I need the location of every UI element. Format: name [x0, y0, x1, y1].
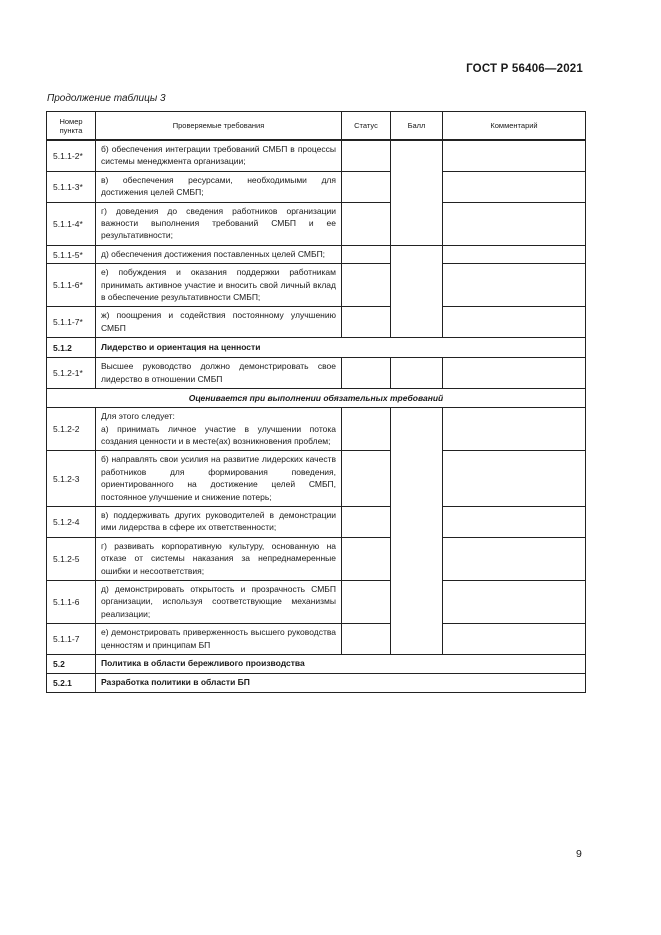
- comment-cell[interactable]: [443, 307, 586, 338]
- status-cell[interactable]: [342, 580, 391, 623]
- row-number: 5.1.1-7: [47, 624, 96, 655]
- row-requirement: [96, 408, 342, 451]
- table-row: [47, 408, 586, 451]
- row-number: 5.1.2-4: [47, 506, 96, 537]
- status-cell[interactable]: [342, 202, 391, 245]
- row-number: 5.1.2-2: [47, 408, 96, 451]
- row-number: 5.1.1-6: [47, 580, 96, 623]
- page-number: 9: [576, 848, 582, 860]
- header-number: Номер пункта: [47, 112, 96, 141]
- section-row: [47, 655, 586, 674]
- table-row: [47, 202, 586, 245]
- table-row: [47, 506, 586, 537]
- row-requirement: е) демонстрировать приверженность высшего руководства ценностям и принципам БП: [96, 624, 342, 655]
- status-cell[interactable]: [342, 358, 391, 389]
- status-cell[interactable]: [342, 451, 391, 507]
- row-requirement: б) обеспечения интеграции требований СМБП в процессы системы менеджмента организации;: [96, 140, 342, 171]
- comment-cell[interactable]: [443, 537, 586, 580]
- row-requirement: в) поддерживать других руководителей в демонстрации ими лидерства в сфере их ответственности;: [96, 506, 342, 537]
- row-number: 5.1.1-3*: [47, 171, 96, 202]
- table-row: [47, 171, 586, 202]
- comment-cell[interactable]: [443, 506, 586, 537]
- row-requirement: Высшее руководство должно демонстрировать свое лидерство в отношении СМБП: [96, 358, 342, 389]
- status-cell[interactable]: [342, 171, 391, 202]
- comment-cell[interactable]: [443, 358, 586, 389]
- status-cell[interactable]: [342, 506, 391, 537]
- section-number: 5.2: [47, 655, 96, 674]
- requirements-table: [46, 111, 586, 693]
- spanning-note-row: [47, 389, 586, 408]
- table-row: [47, 140, 586, 171]
- row-requirement: д) обеспечения достижения поставленных целей СМБП;: [96, 245, 342, 263]
- row-requirement: е) побуждения и оказания поддержки работникам принимать активное участие и вносить свой личный вклад в обеспечение результативности СМБП;: [96, 264, 342, 307]
- table-row: [47, 245, 586, 263]
- comment-cell[interactable]: [443, 171, 586, 202]
- row-requirement: б) направлять свои усилия на развитие лидерских качеств работников для формирования поведения, ориентированного на достижение целей СМБП, постоянное улучшение и снижение потерь;: [96, 451, 342, 507]
- table-row: [47, 580, 586, 623]
- score-cell[interactable]: [391, 358, 443, 389]
- row-requirement: г) доведения до сведения работников организации важности выполнения требований СМБП и ее результативности;: [96, 202, 342, 245]
- status-cell[interactable]: [342, 408, 391, 451]
- score-cell[interactable]: [391, 408, 443, 655]
- score-cell[interactable]: [391, 245, 443, 337]
- section-row: [47, 674, 586, 693]
- row-requirement: г) развивать корпоративную культуру, основанную на отказе от системы наказания за непреднамеренные ошибки и несоответствия;: [96, 537, 342, 580]
- row-number: 5.1.1-7*: [47, 307, 96, 338]
- row-requirement: в) обеспечения ресурсами, необходимыми для достижения целей СМБП;: [96, 171, 342, 202]
- table-row: [47, 358, 586, 389]
- table-row: [47, 624, 586, 655]
- row-requirement-text: а) принимать личное участие в улучшении потока создания ценности и в месте(ах) возникновения проблем;: [101, 423, 336, 446]
- row-number: 5.1.1-5*: [47, 245, 96, 263]
- header-status: Статус: [342, 112, 391, 141]
- comment-cell[interactable]: [443, 264, 586, 307]
- table-row: [47, 451, 586, 507]
- comment-cell[interactable]: [443, 408, 586, 451]
- status-cell[interactable]: [342, 537, 391, 580]
- comment-cell[interactable]: [443, 451, 586, 507]
- comment-cell[interactable]: [443, 245, 586, 263]
- section-title: Разработка политики в области БП: [96, 674, 586, 693]
- table-caption: Продолжение таблицы 3: [47, 93, 166, 104]
- row-number: 5.1.1-6*: [47, 264, 96, 307]
- comment-cell[interactable]: [443, 580, 586, 623]
- header-score: Балл: [391, 112, 443, 141]
- spanning-note: Оценивается при выполнении обязательных требований: [47, 389, 586, 408]
- comment-cell[interactable]: [443, 140, 586, 171]
- comment-cell[interactable]: [443, 202, 586, 245]
- section-number: 5.2.1: [47, 674, 96, 693]
- section-title: Лидерство и ориентация на ценности: [96, 338, 586, 358]
- row-requirement: ж) поощрения и содействия постоянному улучшению СМБП: [96, 307, 342, 338]
- header-comment: Комментарий: [443, 112, 586, 141]
- document-standard-header: ГОСТ Р 56406—2021: [466, 63, 583, 75]
- row-number: 5.1.1-4*: [47, 202, 96, 245]
- row-requirement-intro: Для этого следует:: [101, 411, 175, 422]
- row-number: 5.1.2-3: [47, 451, 96, 507]
- status-cell[interactable]: [342, 140, 391, 171]
- table-row: [47, 264, 586, 307]
- section-number: 5.1.2: [47, 338, 96, 358]
- comment-cell[interactable]: [443, 624, 586, 655]
- table-row: [47, 537, 586, 580]
- row-number: 5.1.1-2*: [47, 140, 96, 171]
- section-title: Политика в области бережливого производства: [96, 655, 586, 674]
- header-requirements: Проверяемые требования: [96, 112, 342, 141]
- table-header-row: [47, 112, 586, 141]
- status-cell[interactable]: [342, 264, 391, 307]
- section-row: [47, 338, 586, 358]
- status-cell[interactable]: [342, 624, 391, 655]
- score-cell[interactable]: [391, 140, 443, 245]
- row-number: 5.1.2-1*: [47, 358, 96, 389]
- status-cell[interactable]: [342, 307, 391, 338]
- status-cell[interactable]: [342, 245, 391, 263]
- row-number: 5.1.2-5: [47, 537, 96, 580]
- row-requirement: д) демонстрировать открытость и прозрачность СМБП организации, используя соответствующие механизмы реализации;: [96, 580, 342, 623]
- table-row: [47, 307, 586, 338]
